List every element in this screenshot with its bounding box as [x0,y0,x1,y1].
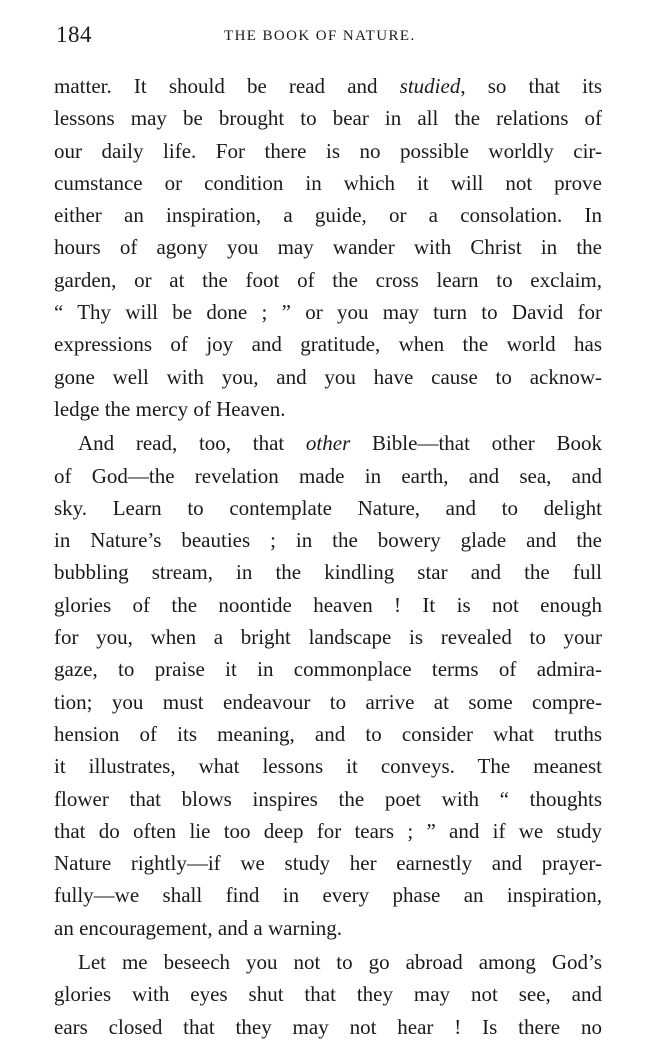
running-title: THE BOOK OF NATURE. [224,28,416,44]
text-line: flower that blows inspires the poet with “ thoughts [54,786,602,811]
body-text [54,70,602,1043]
paragraph-1 [54,70,602,425]
text-line: for you, when a bright landscape is revealed to your [54,625,602,650]
text-line: expressions of joy and gratitude, when the world has [54,332,602,357]
italic-emphasis: other [305,431,351,456]
text-line: And read, too, that other Bible—that other Book [78,431,602,456]
running-head [0,22,647,52]
text-line: fully—we shall find in every phase an inspiration, [54,883,602,908]
text-line: ledge the mercy of Heaven. [54,396,286,421]
text-line: ears closed that they may not hear ! Is there no [54,1014,602,1039]
page-number: 184 [56,22,92,47]
text-line: lessons may be brought to bear in all the relations of [54,106,602,131]
paragraph-3 [54,946,602,1043]
text-line: “ Thy will be done ; ” or you may turn to David for [54,300,602,325]
text-line: either an inspiration, a guide, or a consolation. In [54,203,602,228]
text-line: tion; you must endeavour to arrive at some compre- [54,689,602,714]
text-line: in Nature’s beauties ; in the bowery glade and the [54,528,602,553]
text-line: gaze, to praise it in commonplace terms of admira- [54,657,602,682]
text-line: cumstance or condition in which it will not prove [54,170,602,195]
text-line: that do often lie too deep for tears ; ” and if we study [54,818,602,843]
text-line: gone well with you, and you have cause to acknow- [54,364,602,389]
text-line: glories of the noontide heaven ! It is not enough [54,592,602,617]
text-line: bubbling stream, in the kindling star and the full [54,560,602,585]
text-line: matter. It should be read and studied, so that its [54,74,602,98]
text-line: Let me beseech you not to go abroad among God’s [78,950,602,975]
text-line: garden, or at the foot of the cross learn to exclaim, [54,267,602,292]
text-line: glories with eyes shut that they may not see, and [54,982,602,1007]
italic-emphasis: studied [399,74,461,98]
text-line: sky. Learn to contemplate Nature, and to delight [54,495,602,520]
text-line: an encouragement, and a warning. [54,915,343,940]
text-line: of God—the revelation made in earth, and sea, and [54,463,602,488]
paragraph-2 [54,427,602,944]
text-line: hours of agony you may wander with Christ in the [54,235,602,260]
text-line: hension of its meaning, and to consider what truths [54,721,602,746]
text-line: it illustrates, what lessons it conveys. The meanest [54,754,602,779]
text-line: Nature rightly—if we study her earnestly and prayer- [54,851,602,876]
text-line: our daily life. For there is no possible worldly cir- [54,138,602,163]
